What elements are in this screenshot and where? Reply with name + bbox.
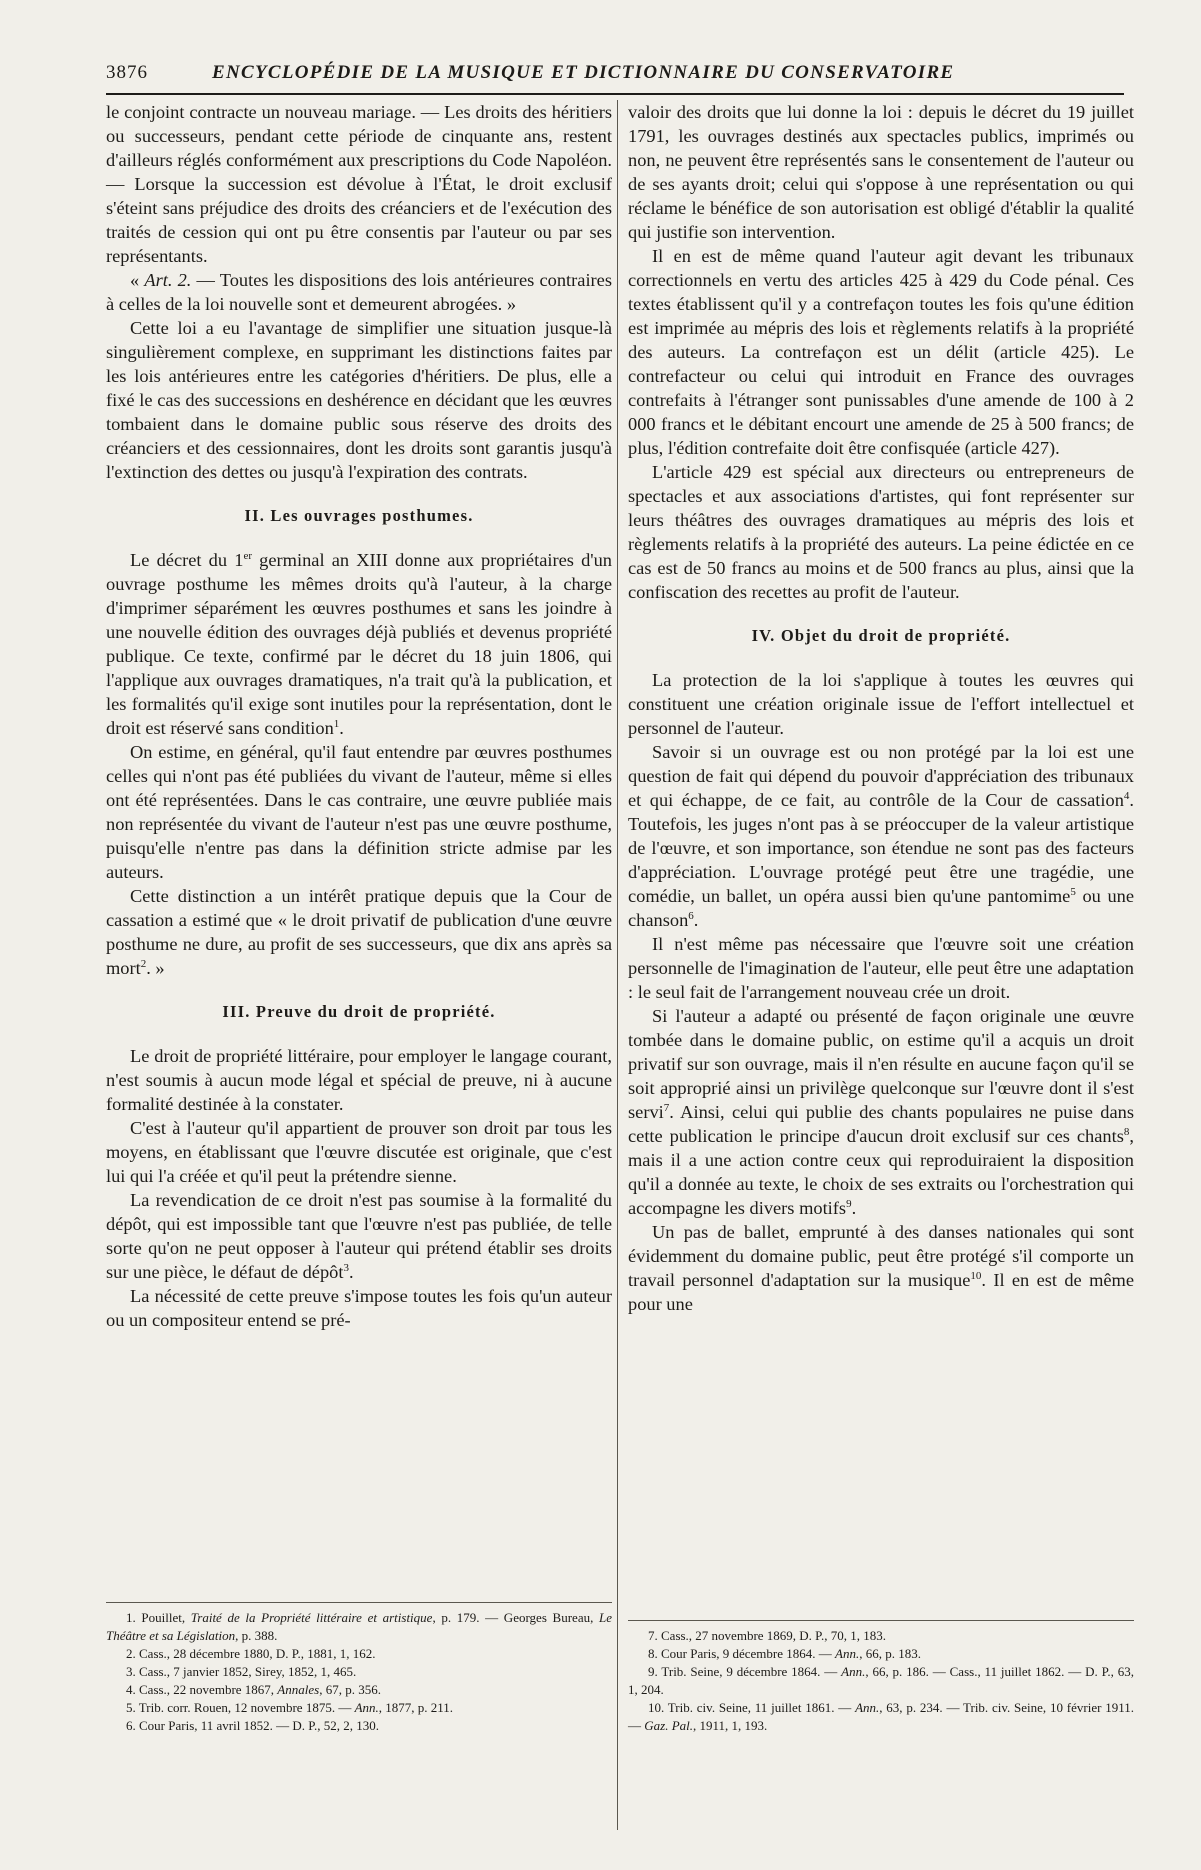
footnotes-left [106,1602,612,1735]
footnote-text: , p. 179. — Georges Bureau, [432,1610,599,1625]
footnote-text: 4. Cass., 22 novembre 1867, [126,1682,278,1697]
paragraph: valoir des droits que lui donne la loi : depuis le décret du 19 juillet 1791, les ouvrages destinés aux spectacles publics, imprimés ou non, ne peuvent être représentés sans le consentement de l'auteur ou de ses ayants droit; celui qui s'oppose à une représentation ou qui réclame le bénéfice de son autorisation est obligé d'établir la qualité qui justifie son intervention. [628,102,1134,242]
footnote [106,1699,612,1717]
footnote [106,1609,612,1645]
footnote-ref: 10 [970,1269,982,1282]
footnotes-right [628,1620,1134,1735]
paragraph [106,548,612,740]
paragraph-text: . [851,1198,857,1218]
footnote-rule [628,1620,1134,1621]
footnote-ref: 3 [343,1261,349,1274]
paragraph [628,1004,1134,1220]
right-column [628,100,1134,1316]
footnote-text: , 1911, 1, 193. [693,1718,768,1733]
paragraph: Cette loi a eu l'avantage de simplifier une situation jusque-là singulièrement complexe, en supprimant les distinctions faites par les lois antérieures entre les catégories d'héritiers. De plus, elle a fixé le cas des successions en deshérence en décidant que les œuvres tombaient dans le domaine public sous réserve des droits des créanciers et des cessionnaires, dont les droits sont garantis jusqu'à l'extinction des dettes ou jusqu'à l'expiration des contrats. [106,318,612,482]
footnote [628,1663,1134,1699]
paragraph-text: . [693,910,699,930]
paragraph: On estime, en général, qu'il faut entendre par œuvres posthumes celles qui n'ont pas été publiées du vivant de l'auteur, même si elles ont été représentées. Dans le cas contraire, une œuvre publiée mais non représentée du vivant de l'auteur n'est pas une œuvre posthume, puisqu'elle n'entre pas dans la définition stricte admise par les auteurs. [106,742,612,882]
footnote-ref: 6 [688,909,694,922]
paragraph-text: ou une chanson [628,886,1135,930]
footnote: 2. Cass., 28 décembre 1880, D. P., 1881, 1, 162. [126,1646,376,1661]
footnote-ref: 1 [333,717,340,730]
footnote: 6. Cour Paris, 11 avril 1852. — D. P., 52, 2, 130. [126,1718,380,1733]
footnote: 7. Cass., 27 novembre 1869, D. P., 70, 1, 183. [648,1628,886,1643]
paragraph-text: — Toutes les dispositions des lois antérieures contraires à celles de la loi nouvelle sont et demeurent abrogées. » [106,270,612,314]
footnote-text: , 67, p. 356. [319,1682,381,1697]
paragraph [106,1188,612,1284]
footnote-text: , 66, p. 183. [859,1646,921,1661]
footnote-rule [106,1602,612,1603]
footnote-ref: 5 [1070,885,1076,898]
paragraph-text: Un pas de ballet, emprunté à des danses nationales qui sont évidemment du domaine public, peut être protégé s'il comporte un travail personnel d'adaptation sur la musique [628,1222,1134,1290]
running-title: ENCYCLOPÉDIE DE LA MUSIQUE ET DICTIONNAIRE DU CONSERVATOIRE [212,62,955,83]
paragraph-text: La revendication de ce droit n'est pas soumise à la formalité du dépôt, qui est impossible tant que l'œuvre n'est pas publiée, de telle sorte qu'on ne peut opposer à l'auteur qui prétend établir ses droits sur une pièce, le défaut de dépôt [106,1190,612,1282]
paragraph [628,1220,1134,1316]
paragraph: L'article 429 est spécial aux directeurs ou entrepreneurs de spectacles et aux associations d'artistes, qui font représenter sur leurs théâtres des ouvrages dramatiques au mépris des lois et règlements relatifs à la propriété des auteurs. La peine édictée en ce cas est de 50 francs au moins et de 500 francs au plus, ainsi que la confiscation des recettes au profit de l'auteur. [628,462,1134,602]
paragraph-text: . Ainsi, celui qui publie des chants populaires ne puise dans cette publication le principe d'aucun droit exclusif sur ces chants [628,1102,1134,1146]
footnote-text: , 63, p. 234. — Trib. civ. Seine, 10 février 1911. — [628,1700,1134,1733]
footnote-text: 5. Trib. corr. Rouen, 12 novembre 1875. — [126,1700,355,1715]
page-header [106,62,1124,90]
footnote-text: , p. 388. [235,1628,278,1643]
paragraph-text: Savoir si un ouvrage est ou non protégé par la loi est une question de fait qui dépend du pouvoir d'appréciation des tribunaux et qui échappe, de ce fait, au contrôle de la Cour de cassation [628,742,1134,810]
quote-mark: « [130,270,145,290]
footnote-ref: 7 [663,1101,670,1114]
footnote [628,1699,1134,1735]
left-column [106,100,612,1332]
paragraph [106,884,612,980]
work-title: Ann. [841,1664,866,1679]
section-heading: IV. Objet du droit de propriété. [751,626,1011,645]
paragraph-text: . Il en est de même pour une [628,1270,1135,1314]
footnote-text: 1. Pouillet, [126,1610,191,1625]
paragraph-text: Cette distinction a un intérêt pratique depuis que la Cour de cassation a estimé que « le droit privatif de publication d'une œuvre posthume ne dure, au profit de ses successeurs, que dix ans après sa mort [106,886,612,978]
work-title: Annales [277,1682,320,1697]
paragraph: le conjoint contracte un nouveau mariage. — Les droits des héritiers ou successeurs, pendant cette période de cinquante ans, restent d'ailleurs réglés conformément aux prescriptions du Code Napoléon. — Lorsque la succession est dévolue à l'État, le droit exclusif s'éteint sans préjudice des droits des créanciers et de l'exécution des traités de cession qui ont pu être consentis par l'auteur ou par ses représentants. [106,102,612,266]
work-title: Ann. [835,1646,860,1661]
paragraph-text: . [339,718,344,738]
column-divider [617,100,618,1830]
work-title: Ann. [855,1700,880,1715]
paragraph-text: , mais il a une action contre ceux qui reproduiraient la disposition qu'il a donnée au texte, le choix de ses extraits ou l'orchestration qui accompagne les divers motifs [628,1126,1134,1218]
footnote-text: , 66, p. 186. — Cass., 11 juillet 1862. — D. P., 63, 1, 204. [628,1664,1134,1697]
footnote-text: , 1877, p. 211. [378,1700,454,1715]
paragraph: La nécessité de cette preuve s'impose toutes les fois qu'un auteur ou un compositeur entend se pré- [106,1286,612,1330]
section-heading: II. Les ouvrages posthumes. [244,506,474,525]
paragraph-text: Si l'auteur a adapté ou présenté de façon originale une œuvre tombée dans le domaine public, on estime qu'il a acquis un droit privatif sur son ouvrage, mais il n'en résulte en aucune façon qu'il se soit approprié ainsi un privilège quelconque sur l'œuvre dont il s'est servi [628,1006,1134,1122]
work-title: Gaz. Pal. [644,1718,693,1733]
footnote-ref: 9 [846,1197,852,1210]
paragraph-text: . [348,1262,354,1282]
section-heading: III. Preuve du droit de propriété. [222,1002,496,1021]
paragraph: Le droit de propriété littéraire, pour employer le langage courant, n'est soumis à aucun mode légal et spécial de preuve, ni à aucune formalité destinée à la constater. [106,1046,612,1114]
paragraph: Il n'est même pas nécessaire que l'œuvre soit une création personnelle de l'imagination de l'auteur, elle peut être une adaptation : le seul fait de l'arrangement nouveau crée un droit. [628,934,1134,1002]
work-title: Ann. [354,1700,379,1715]
footnote-text: 8. Cour Paris, 9 décembre 1864. — [648,1646,836,1661]
footnote-text: 9. Trib. Seine, 9 décembre 1864. — [648,1664,842,1679]
paragraph [106,268,612,316]
work-title: Le Théâtre et sa Législation [106,1610,612,1643]
footnote [628,1645,1134,1663]
footnote-text: 10. Trib. civ. Seine, 11 juillet 1861. — [648,1700,856,1715]
header-rule [106,93,1124,95]
paragraph [628,740,1134,932]
paragraph-text: germinal an XIII donne aux propriétaires d'un ouvrage posthume les mêmes droits qu'à l'auteur, à la charge d'imprimer séparément les œuvres posthumes et sans les joindre à une nouvelle édition des ouvrages déjà publiés et devenus propriété publique. Ce texte, confirmé par le décret du 18 juin 1806, qui l'applique aux ouvrages dramatiques, n'a trait qu'à la publication, et les formalités qu'il exige sont inutiles pour la représentation, dont le droit est réservé sans condition [106,550,612,738]
footnote-ref: 2 [140,957,147,970]
footnote [106,1681,612,1699]
paragraph: Il en est de même quand l'auteur agit devant les tribunaux correctionnels en vertu des articles 425 à 429 du Code pénal. Ces textes établissent qu'il y a contrefaçon toutes les fois qu'une édition est imprimée au mépris des lois et règlements relatifs à la propriété des auteurs. La contrefaçon est un délit (article 425). Le contrefacteur ou celui qui introduit en France des ouvrages contrefaits à l'étranger sont punissables d'une amende de 100 à 2 000 francs et le débitant encourt une amende de 25 à 500 francs; de plus, l'édition contrefaite doit être confisquée (article 427). [628,246,1134,458]
paragraph-text: . Toutefois, les juges n'ont pas à se préoccuper de la valeur artistique de l'œuvre, et son importance, son étendue ne sont pas des facteurs d'appréciation. L'ouvrage protégé peut être une tragédie, une comédie, un ballet, un opéra aussi bien qu'une pantomime [628,790,1134,906]
footnote-ref: 4 [1123,789,1130,802]
article-label: Art. 2. [144,270,192,290]
work-title: Traité de la Propriété littéraire et artistique [190,1610,433,1625]
footnote: 3. Cass., 7 janvier 1852, Sirey, 1852, 1, 465. [126,1664,357,1679]
paragraph-text: . » [146,958,165,978]
superscript: er [243,549,252,562]
page-number: 3876 [106,62,148,83]
footnote-ref: 8 [1123,1125,1130,1138]
paragraph: C'est à l'auteur qu'il appartient de prouver son droit par tous les moyens, en établissant que l'œuvre discutée est originale, que c'est lui qui l'a créée et qu'il peut la prétendre sienne. [106,1118,612,1186]
paragraph: La protection de la loi s'applique à toutes les œuvres qui constituent une création originale issue de l'effort intellectuel et personnel de l'auteur. [628,670,1134,738]
paragraph-text: Le décret du 1 [130,550,244,570]
